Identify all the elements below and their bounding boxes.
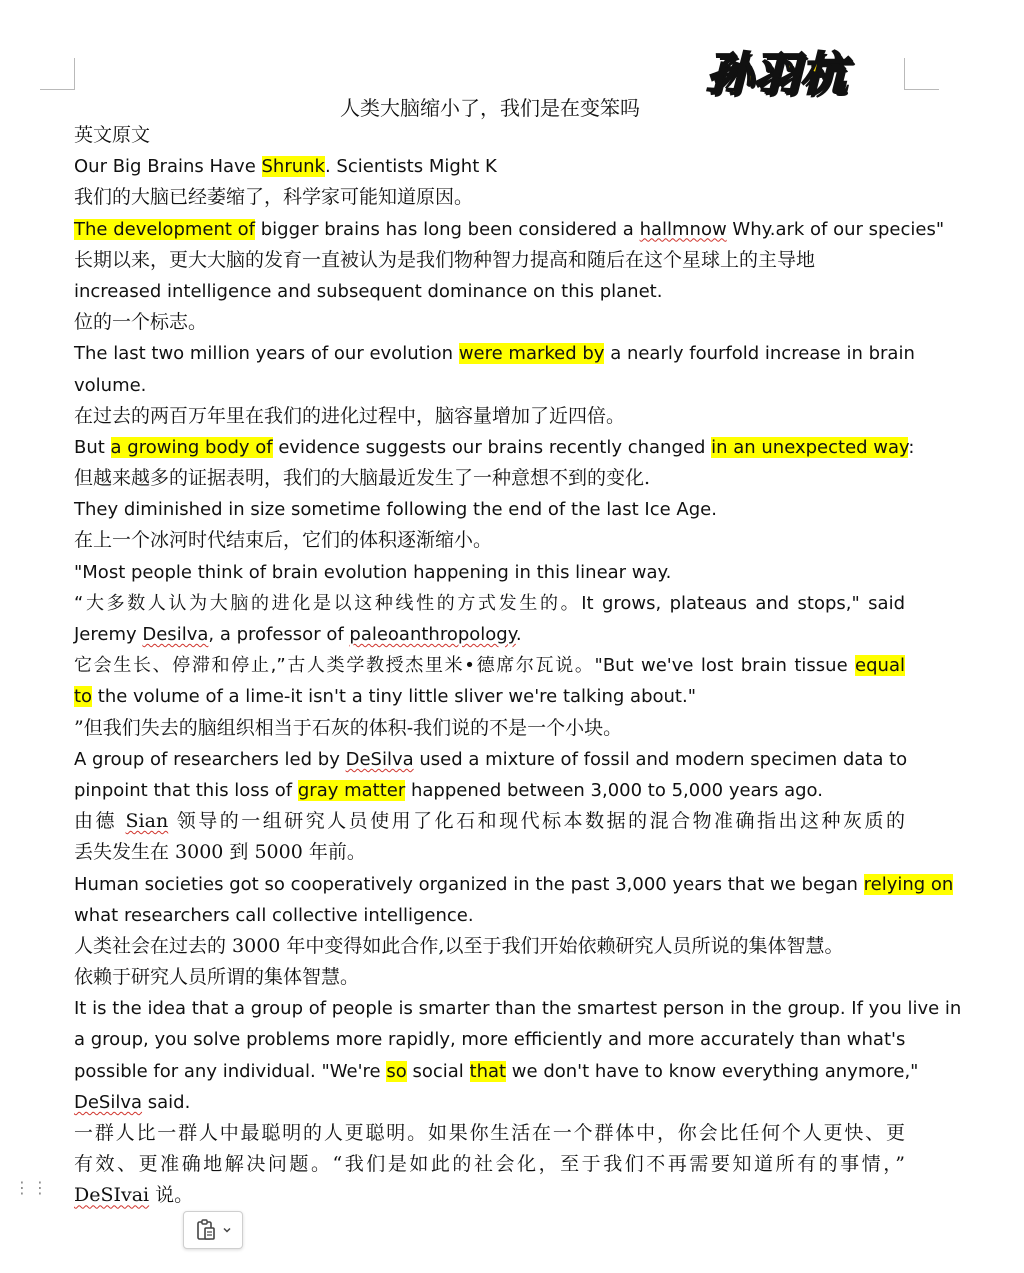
text-run: 由德 xyxy=(74,810,126,833)
text-run: “大多数人认为大脑的进化是以这种线性的方式发生的。It grows, plateaus and stops," said xyxy=(74,592,905,614)
text-run: 有效、更准确地解决问题。“我们是如此的社会化，至于我们不再需要知道所有的事情，” xyxy=(74,1153,905,1176)
text-run: we don't have to know everything anymore," xyxy=(506,1060,919,1082)
text-run: 它会生长、停滞和停止,”古人类学教授杰里米•德席尔瓦说。"But we've lost brain tissue xyxy=(74,655,856,677)
misspelled-text: DeSilva xyxy=(345,748,414,770)
page-corner-mark xyxy=(74,58,75,90)
text-run: 在过去的两百万年里在我们的进化过程中，脑容量增加了近四倍。 xyxy=(74,404,626,427)
page-corner-mark xyxy=(905,89,939,90)
text-run: 英文原文 xyxy=(74,124,151,146)
document-line xyxy=(74,245,905,276)
misspelled-text: DeSIvai xyxy=(74,1184,150,1207)
text-run: Jeremy xyxy=(74,624,143,645)
document-line xyxy=(74,214,945,245)
text-run: increased intelligence and subsequent dominance on this planet. xyxy=(74,280,663,302)
highlighted-text: The development of xyxy=(74,218,256,240)
document-line xyxy=(74,619,905,650)
text-run: social xyxy=(406,1060,470,1082)
misspelled-text: DeSilva xyxy=(74,1091,143,1113)
text-run: 领导的一组研究人员使用了化石和现代标本数据的混合物准确指出这种灰质的 xyxy=(168,810,906,833)
document-line xyxy=(74,681,905,712)
document-line xyxy=(74,1118,905,1149)
text-run: : xyxy=(908,436,915,458)
text-run: 人类社会在过去的 3000 年中变得如此合作,以至于我们开始依赖研究人员所说的集体智慧。 xyxy=(74,934,844,957)
text-run: 依赖于研究人员所谓的集体智慧。 xyxy=(74,966,360,989)
highlighted-text: were marked by xyxy=(458,343,605,365)
highlighted-text: Shrunk xyxy=(261,156,325,178)
highlighted-text: so xyxy=(386,1060,407,1082)
text-run: a group, you solve problems more rapidly, more efficiently and more accurately than what's xyxy=(74,1029,906,1051)
misspelled-text: paleoanthropology xyxy=(349,624,516,645)
text-run: It is the idea that a group of people is smarter than the smartest person in the group. If you live in xyxy=(74,998,962,1020)
page-corner-mark xyxy=(40,89,74,90)
text-run: a nearly fourfold increase in brain xyxy=(604,343,915,365)
text-run: "Most people think of brain evolution happening in this linear way. xyxy=(74,561,672,583)
document-line xyxy=(74,869,954,900)
text-run: pinpoint that this loss of xyxy=(74,779,298,801)
misspelled-text: Sian xyxy=(125,810,169,833)
misspelled-text: hallmnow xyxy=(639,218,727,240)
document-line xyxy=(74,588,905,619)
text-run: . xyxy=(515,624,522,645)
document-line xyxy=(74,775,905,806)
document-line xyxy=(74,182,905,213)
document-line xyxy=(74,557,905,588)
highlighted-text: relying on xyxy=(863,873,954,895)
chevron-down-icon xyxy=(222,1225,232,1235)
text-run: , a professor of xyxy=(208,624,350,645)
document-line xyxy=(74,338,915,369)
document-line xyxy=(74,1087,905,1118)
document-line xyxy=(74,120,905,151)
document-line xyxy=(74,494,905,525)
text-run: evidence suggests our brains recently changed xyxy=(272,436,712,458)
text-run: 一群人比一群人中最聪明的人更聪明。如果你生活在一个群体中，你会比任何个人更快、更 xyxy=(74,1122,905,1144)
document-line xyxy=(74,401,905,432)
text-run: happened between 3,000 to 5,000 years ago. xyxy=(405,779,823,801)
document-line xyxy=(74,1149,905,1180)
document-line xyxy=(74,744,908,775)
text-run: ”但我们失去的脑组织相当于石灰的体积-我们说的不是一个小块。 xyxy=(74,716,623,739)
author-watermark: 孙羽杭 xyxy=(706,47,847,101)
highlighted-text: in an unexpected way xyxy=(711,436,909,458)
document-line xyxy=(74,151,905,182)
text-run: Human societies got so cooperatively organized in the past 3,000 years that we began xyxy=(74,873,864,895)
text-run: A group of researchers led by xyxy=(74,748,346,770)
text-run: what researchers call collective intelligence. xyxy=(74,904,474,926)
text-run: 说。 xyxy=(149,1184,194,1207)
text-run: Why.ark of our species" xyxy=(726,218,945,240)
text-run: 我们的大脑已经萎缩了，科学家可能知道原因。 xyxy=(74,186,474,209)
text-run: 丢失发生在 3000 到 5000 年前。 xyxy=(74,841,366,864)
highlighted-text: that xyxy=(469,1060,507,1082)
document-line xyxy=(74,806,905,837)
clipboard-paste-icon xyxy=(194,1218,218,1242)
document-line xyxy=(74,432,915,463)
page-corner-mark xyxy=(904,58,905,90)
highlighted-text: equal xyxy=(855,655,905,677)
text-run: 但越来越多的证据表明，我们的大脑最近发生了一种意想不到的变化. xyxy=(74,467,651,490)
text-run: possible for any individual. "We're xyxy=(74,1060,387,1082)
document-line xyxy=(74,276,905,307)
text-run: said. xyxy=(142,1091,191,1113)
document-line xyxy=(74,713,905,744)
document-line xyxy=(74,307,905,338)
text-run: volume. xyxy=(74,374,147,396)
misspelled-text: Desilva xyxy=(142,624,209,645)
text-run: 在上一个冰河时代结束后，它们的体积逐渐缩小。 xyxy=(74,529,493,552)
text-run: . Scientists Might K xyxy=(324,156,497,178)
text-run: But xyxy=(74,436,111,458)
highlighted-text: a growing body of xyxy=(110,436,273,458)
highlighted-text: gray matter xyxy=(297,779,406,801)
document-line xyxy=(74,900,905,931)
document-title: 人类大脑缩小了，我们是在变笨吗 xyxy=(340,96,640,120)
text-run: bigger brains has long been considered a xyxy=(255,218,640,240)
document-line xyxy=(74,370,905,401)
text-run: They diminished in size sometime following the end of the last Ice Age. xyxy=(74,499,717,521)
paste-options-button[interactable] xyxy=(183,1211,243,1249)
highlighted-text: to xyxy=(74,686,93,708)
document-line xyxy=(74,1056,919,1087)
document-line xyxy=(74,525,905,556)
text-run: The last two million years of our evolution xyxy=(74,343,459,365)
document-line xyxy=(74,1180,905,1211)
document-line xyxy=(74,1024,905,1055)
document-line xyxy=(74,962,905,993)
document-line xyxy=(74,463,905,494)
drag-handle-icon[interactable]: ⋮⋮ xyxy=(14,1178,50,1197)
text-run: Our Big Brains Have xyxy=(74,156,262,178)
text-run: 位的一个标志。 xyxy=(74,311,208,334)
document-line xyxy=(74,837,905,868)
document-body[interactable] xyxy=(74,120,962,1212)
document-line xyxy=(74,993,962,1024)
text-run: 长期以来，更大大脑的发育一直被认为是我们物种智力提高和随后在这个星球上的主导地 xyxy=(74,248,816,271)
text-run: the volume of a lime-it isn't a tiny little sliver we're talking about." xyxy=(92,686,696,708)
text-run: used a mixture of fossil and modern specimen data to xyxy=(413,748,908,770)
document-line xyxy=(74,650,905,681)
document-line xyxy=(74,931,905,962)
